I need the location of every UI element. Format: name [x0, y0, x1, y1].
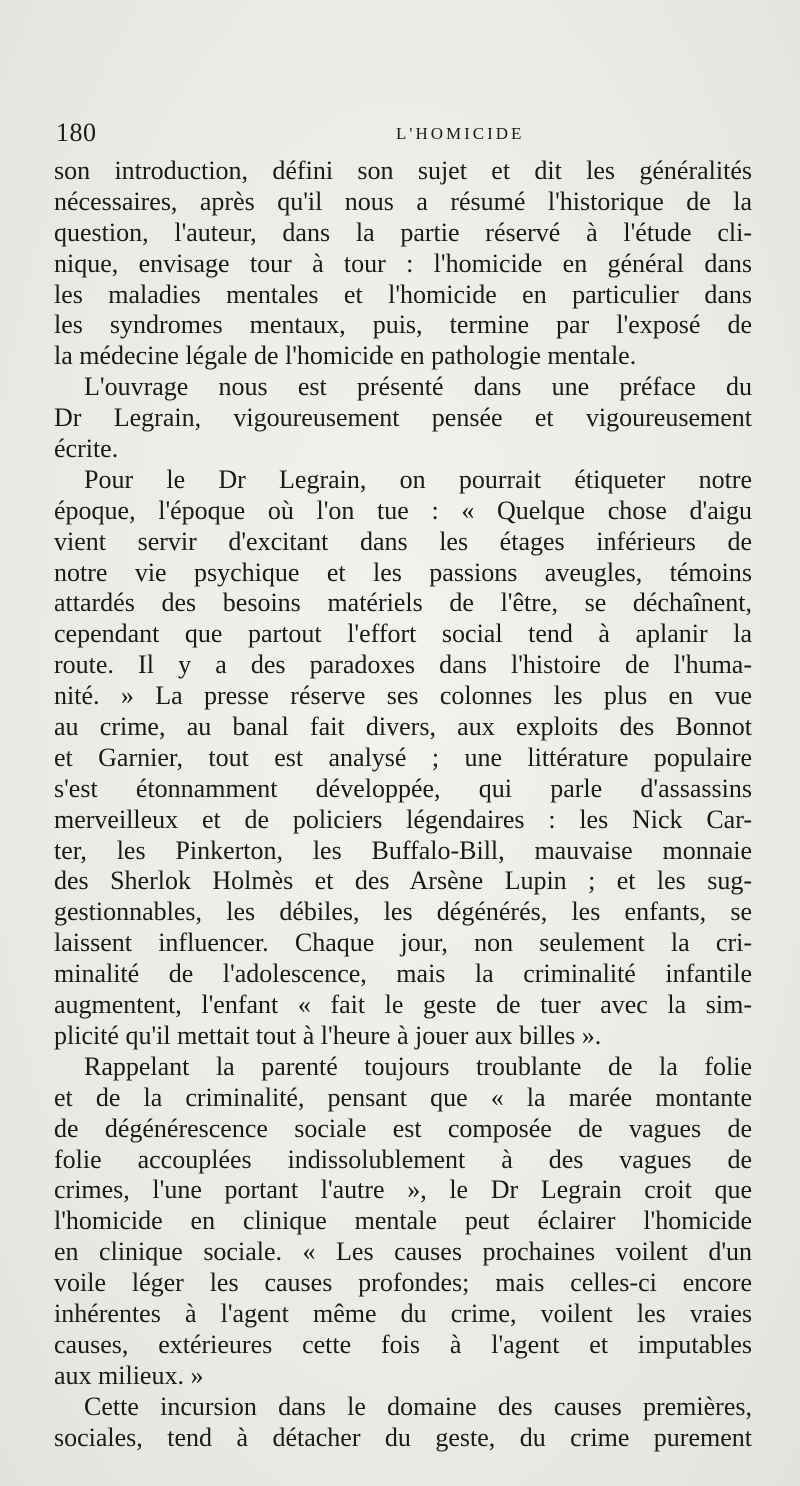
text-line: folie accouplées indissolublement à des vagues de: [54, 1144, 752, 1174]
text-line: sociales, tend à détacher du geste, du crime purement: [54, 1422, 752, 1452]
text-line: nique, envisage tour à tour : l'homicide en général dans: [54, 248, 752, 278]
text-line: et de la criminalité, pensant que « la marée montante: [54, 1082, 752, 1112]
text-line: attardés des besoins matériels de l'être, se déchaînent,: [54, 588, 752, 618]
text-line: et Garnier, tout est analysé ; une littérature populaire: [54, 742, 752, 772]
text-line: époque, l'époque où l'on tue : « Quelque chose d'aigu: [54, 495, 752, 525]
text-line: merveilleux et de policiers légendaires : les Nick Car-: [54, 804, 752, 834]
text-line: Dr Legrain, vigoureusement pensée et vigoureusement: [54, 403, 752, 433]
text-line: ter, les Pinkerton, les Buffalo-Bill, mauvaise monnaie: [54, 835, 752, 865]
text-line: voile léger les causes profondes; mais celles-ci encore: [54, 1268, 752, 1298]
page-bottom-margin: [0, 1440, 800, 1486]
text-line: aux milieux. »: [54, 1360, 204, 1390]
text-line: en clinique sociale. « Les causes prochaines voilent d'un: [54, 1237, 752, 1267]
text-line: plicité qu'il mettait tout à l'heure à jouer aux billes ».: [54, 1020, 602, 1050]
text-line: la médecine légale de l'homicide en pathologie mentale.: [54, 341, 637, 371]
page-number: 180: [56, 118, 97, 147]
text-line: Pour le Dr Legrain, on pourrait étiqueter notre: [84, 464, 752, 494]
text-line: au crime, au banal fait divers, aux exploits des Bonnot: [54, 712, 752, 742]
text-line: l'homicide en clinique mentale peut éclairer l'homicide: [54, 1206, 752, 1236]
text-line: nécessaires, après qu'il nous a résumé l'historique de la: [54, 186, 752, 216]
text-line: des Sherlok Holmès et des Arsène Lupin ; et les sug-: [54, 866, 752, 896]
text-line: gestionnables, les débiles, les dégénérés, les enfants, se: [54, 897, 752, 927]
text-line: de dégénérescence sociale est composée de vagues de: [54, 1113, 752, 1143]
text-line: Rappelant la parenté toujours troublante de la folie: [84, 1051, 752, 1081]
text-line: Cette incursion dans le domaine des causes premières,: [84, 1391, 752, 1421]
body-text: [54, 156, 752, 1453]
text-line: crimes, l'une portant l'autre », le Dr Legrain croit que: [54, 1175, 752, 1205]
running-head: L'HOMICIDE: [396, 124, 525, 143]
text-line: vient servir d'excitant dans les étages inférieurs de: [54, 526, 752, 556]
text-line: question, l'auteur, dans la partie réservé à l'étude cli-: [54, 217, 752, 247]
text-line: minalité de l'adolescence, mais la criminalité infantile: [54, 959, 752, 989]
text-line: les maladies mentales et l'homicide en particulier dans: [54, 279, 752, 309]
text-line: augmentent, l'enfant « fait le geste de tuer avec la sim-: [54, 990, 752, 1020]
text-line: nité. » La presse réserve ses colonnes les plus en vue: [54, 681, 752, 711]
page-header: [56, 118, 760, 150]
text-line: route. Il y a des paradoxes dans l'histoire de l'huma-: [54, 650, 752, 680]
text-line: laissent influencer. Chaque jour, non seulement la cri-: [54, 928, 752, 958]
text-line: L'ouvrage nous est présenté dans une préface du: [84, 372, 752, 402]
text-line: causes, extérieures cette fois à l'agent et imputables: [54, 1329, 752, 1359]
text-line: inhérentes à l'agent même du crime, voilent les vraies: [54, 1298, 752, 1328]
text-line: notre vie psychique et les passions aveugles, témoins: [54, 557, 752, 587]
text-line: les syndromes mentaux, puis, termine par l'exposé de: [54, 310, 752, 340]
text-line: cependant que partout l'effort social tend à aplanir la: [54, 619, 752, 649]
text-line: s'est étonnamment développée, qui parle d'assassins: [54, 773, 752, 803]
text-line: son introduction, défini son sujet et dit les généralités: [54, 156, 752, 185]
text-line: écrite.: [54, 434, 119, 464]
